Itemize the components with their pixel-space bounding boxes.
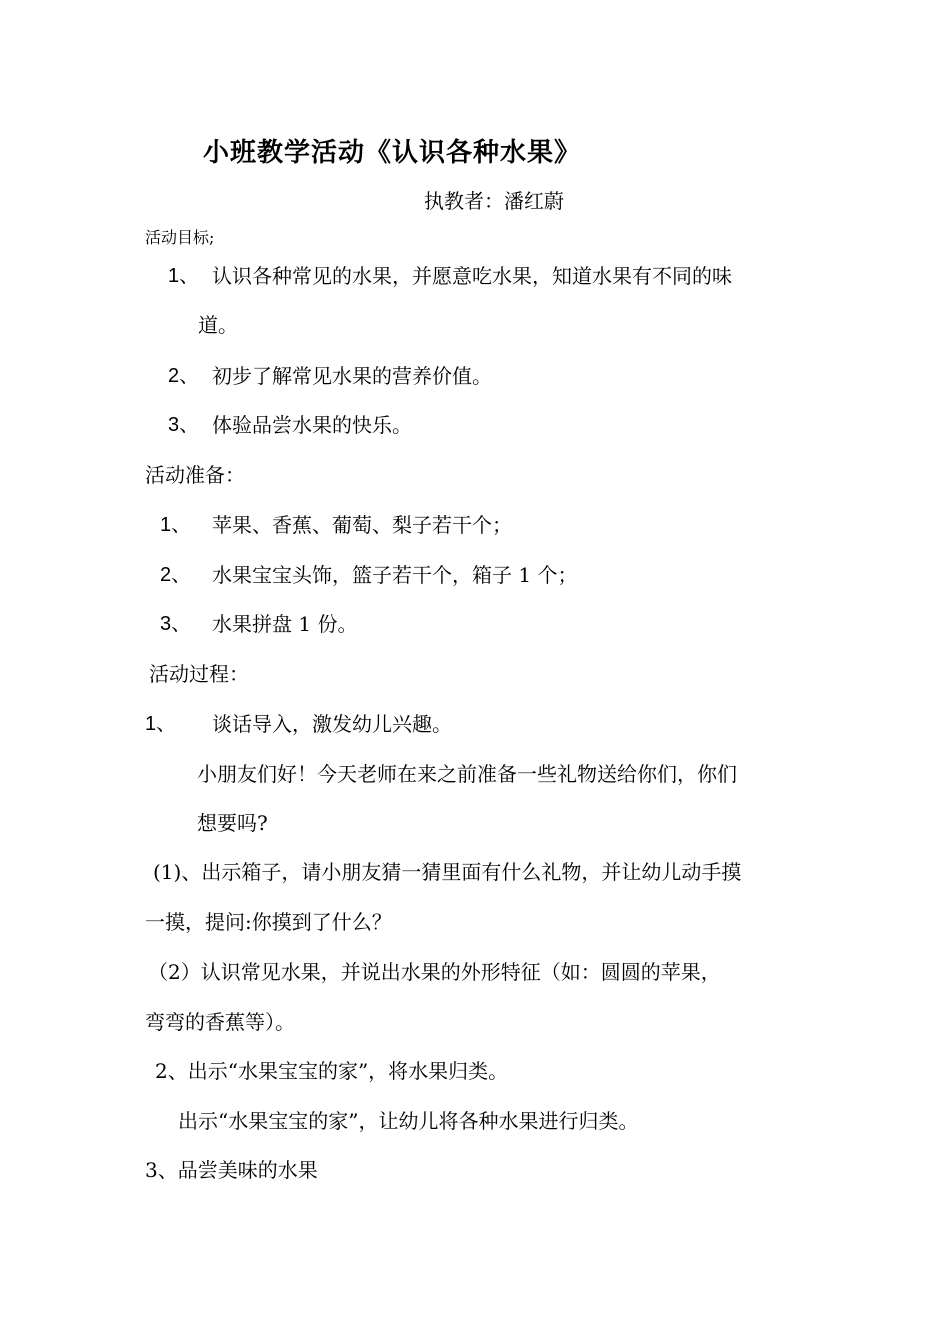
process-heading: 活动过程： [149,662,249,686]
step-title: 2、出示“水果宝宝的家”，将水果归类。 [155,1059,509,1083]
step-intro-continued: 想要吗? [197,811,268,835]
step-text: 出示“水果宝宝的家”，让幼儿将各种水果进行归类。 [178,1109,639,1133]
author-line: 执教者：潘红蔚 [424,189,564,213]
step-title: 3、品尝美味的水果 [145,1158,318,1182]
prep-number: 2、 [160,564,192,586]
goal-text: 初步了解常见水果的营养价值。 [212,364,492,388]
goal-number: 3、 [168,414,200,436]
goal-number: 2、 [168,365,200,387]
goal-number: 1、 [168,265,200,287]
step-intro: 小朋友们好！今天老师在来之前准备一些礼物送给你们，你们 [197,762,737,786]
step-title: 谈话导入，激发幼儿兴趣。 [212,712,452,736]
prep-text: 水果宝宝头饰，篮子若干个，箱子 1 个； [212,563,578,587]
goals-heading: 活动目标; [145,228,215,247]
step-number: 1、 [145,713,177,735]
prep-text: 水果拼盘 1 份。 [212,612,358,636]
prep-heading: 活动准备： [145,463,245,487]
substep-text: （2）认识常见水果，并说出水果的外形特征（如：圆圆的苹果， [148,960,721,984]
goal-text: 体验品尝水果的快乐。 [212,413,412,437]
substep-text-continued: 一摸，提问:你摸到了什么？ [145,910,392,934]
document-title: 小班教学活动《认识各种水果》 [203,138,582,168]
goal-text: 认识各种常见的水果，并愿意吃水果，知道水果有不同的味 [212,264,732,288]
substep-text-continued: 弯弯的香蕉等）。 [145,1010,295,1034]
prep-number: 1、 [160,514,192,536]
substep-text: (1)、出示箱子，请小朋友猜一猜里面有什么礼物，并让幼儿动手摸 [153,860,742,884]
prep-text: 苹果、香蕉、葡萄、梨子若干个； [212,513,512,537]
prep-number: 3、 [160,613,192,635]
goal-text-continued: 道。 [198,313,238,337]
